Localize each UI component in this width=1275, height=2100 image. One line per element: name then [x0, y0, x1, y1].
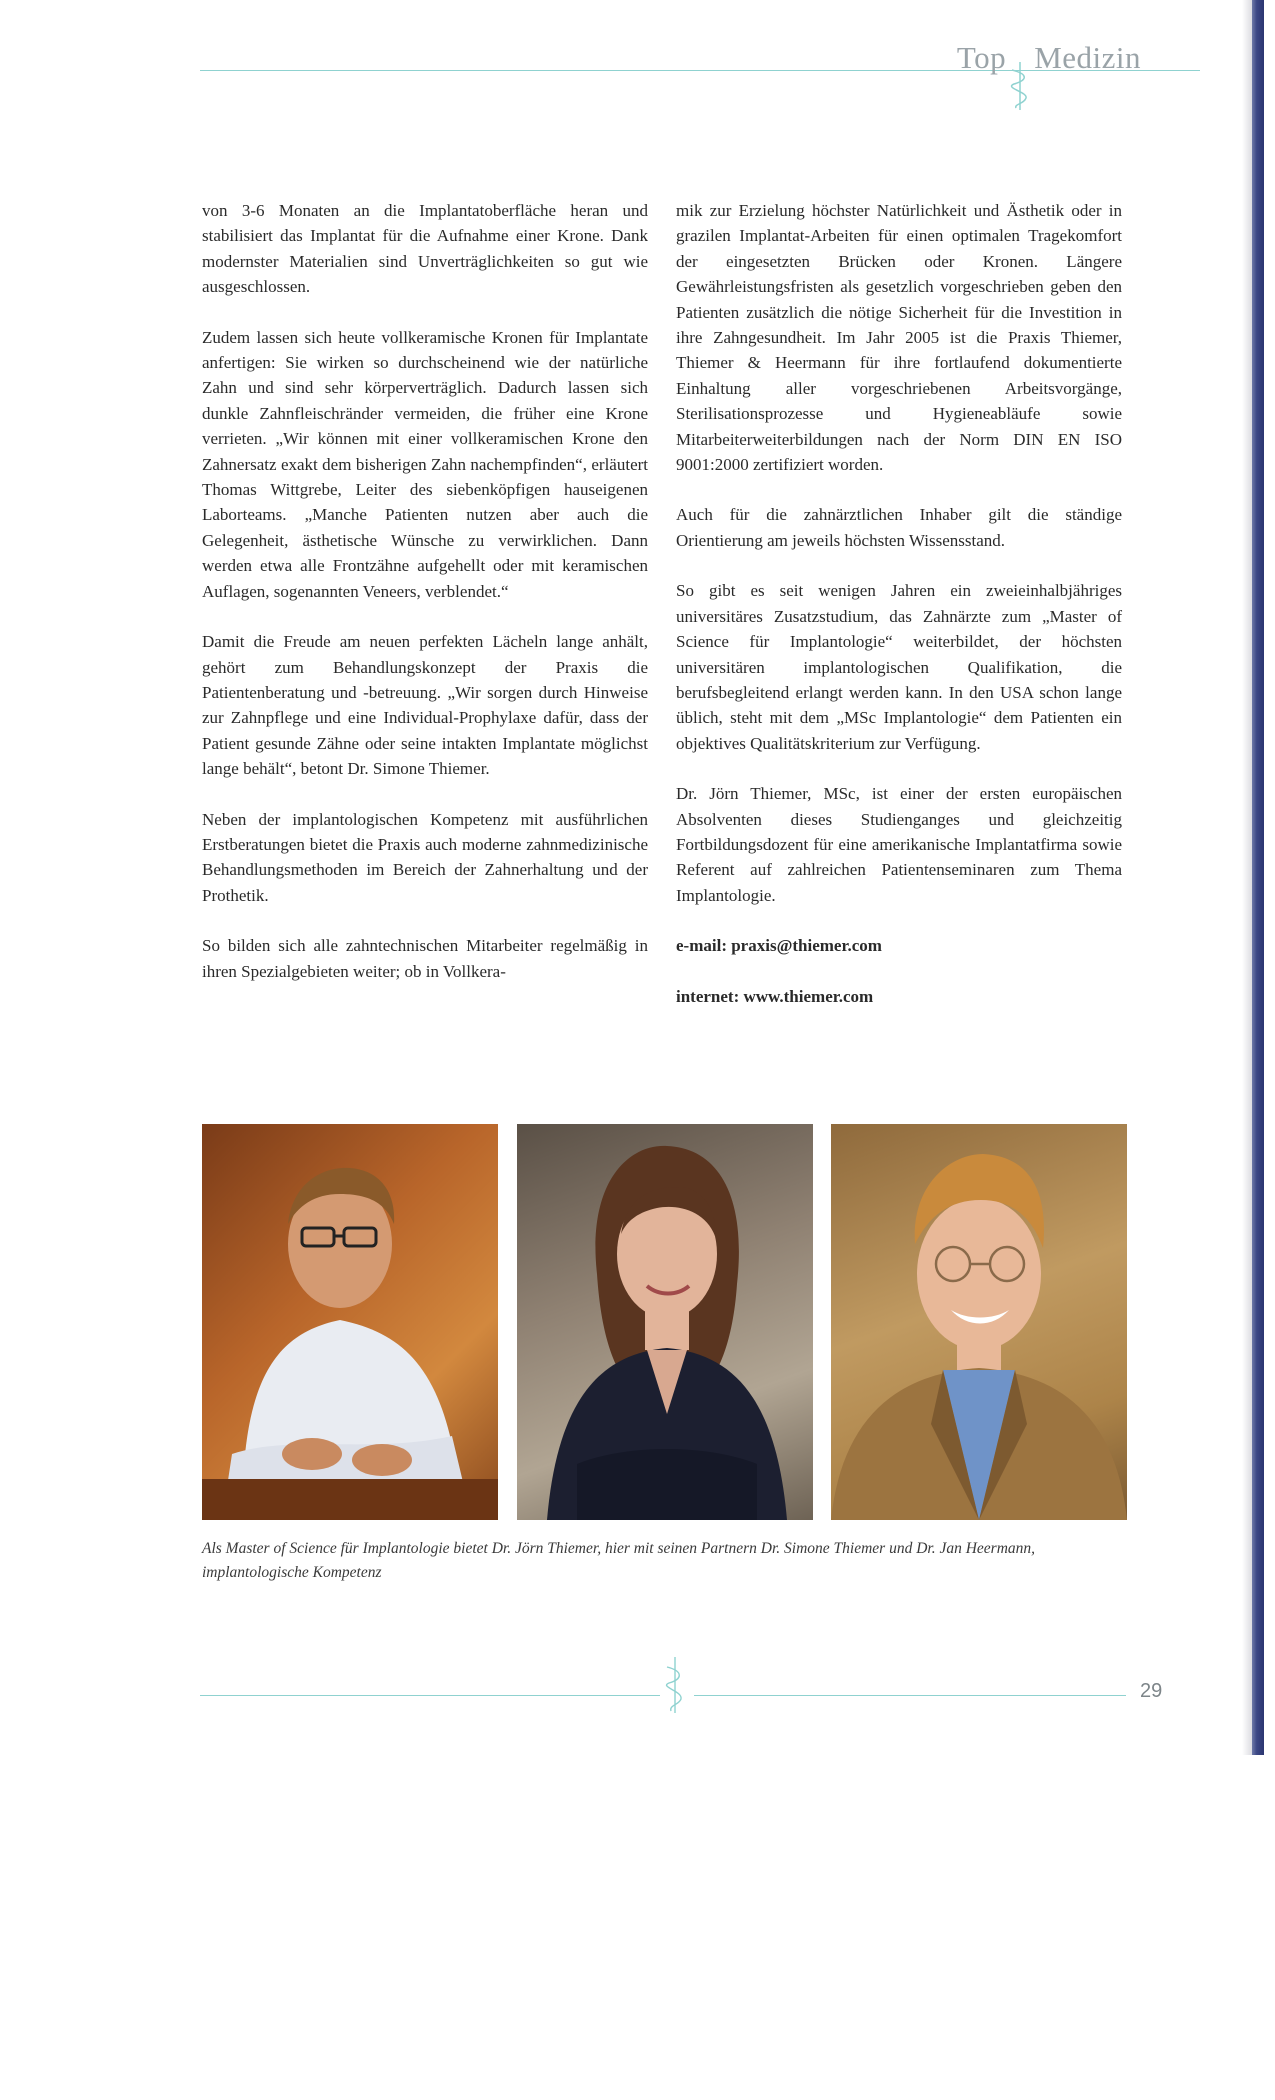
- footer-rule-right: [694, 1695, 1126, 1696]
- contact-internet: internet: www.thiemer.com: [676, 986, 874, 1006]
- photo-caption: Als Master of Science für Implantologie bietet Dr. Jörn Thiemer, hier mit seinen Partnern Dr. Simone Thiemer und Dr. Jan Heermann, implantologische Kompetenz: [202, 1540, 1036, 1581]
- right-paragraph-3: So gibt es seit wenigen Jahren ein zweieinhalbjähriges universitäres Zusatzstudium, das Zahnärzte zum „Master of Science für Implantologie“ weiterbildet, der höchsten universitären implantologischen Qualifikation, die berufsbegleitend erlangt werden kann. In den USA schon lange üblich, steht mit dem „MSc Implantologie“ dem Patienten ein objektives Qualitätskriterium zur Verfügung.: [676, 581, 1122, 753]
- left-column: [202, 198, 648, 1009]
- brand-right: Medizin: [1034, 40, 1141, 75]
- caduceus-icon: [662, 1655, 688, 1715]
- right-column: [676, 198, 1122, 1034]
- page-gutter-shadow: [1242, 0, 1252, 1755]
- right-paragraph-4: Dr. Jörn Thiemer, MSc, ist einer der ersten europäischen Absolventen dieses Studienganges und gleichzeitig Fortbildungsdozent für eine amerikanische Implantatfirma sowie Referent auf zahlreichen Patientenseminaren zum Thema Implantologie.: [676, 784, 1122, 905]
- caduceus-icon: [1006, 60, 1034, 112]
- left-paragraph-4: Neben der implantologischen Kompetenz mit ausführlichen Erstberatungen bietet die Praxis auch moderne zahnmedizinische Behandlungsmethoden im Bereich der Zahnerhaltung und der Prothetik.: [202, 809, 648, 905]
- brand-left: Top: [956, 40, 1007, 75]
- footer-rule-left: [200, 1695, 660, 1696]
- right-paragraph-2: Auch für die zahnärztlichen Inhaber gilt die ständige Orientierung am jeweils höchsten Wissensstand.: [676, 505, 1122, 550]
- portrait-photo-man-glasses: [202, 1124, 498, 1520]
- right-paragraph-1: mik zur Erzielung höchster Natürlichkeit und Ästhetik oder in grazilen Implantat-Arbeiten für einen optimalen Tragekomfort der eingesetzten Brücken oder Kronen. Längere Gewährleistungsfristen als gesetzlich vorgeschrieben geben den Patienten zusätzlich die nötige Sicherheit für die Investition in ihre Zahngesundheit. Im Jahr 2005 ist die Praxis Thiemer, Thiemer & Heermann für ihre fortlaufend dokumentierte Einhaltung aller vorgeschriebenen Arbeitsvorgänge, Sterilisationsprozesse und Hygieneabläufe sowie Mitarbeiterweiterbildungen nach der Norm DIN EN ISO 9001:2000 zertifiziert worden.: [676, 201, 1122, 475]
- portrait-photo-young-man: [831, 1124, 1127, 1520]
- page-number: 29: [1140, 1680, 1163, 1702]
- left-paragraph-2: Zudem lassen sich heute vollkeramische Kronen für Implantate anfertigen: Sie wirken so durchscheinend wie der natürliche Zahn und sind sehr körperverträglich. Dadurch lassen sich dunkle Zahnfleischränder vermeiden, die früher eine Krone verrieten. „Wir können mit einer vollkeramischen Krone den Zahnersatz exakt dem bisherigen Zahn nachempfinden“, erläutert Thomas Wittgrebe, Leiter des siebenköpfigen hauseigenen Laborteams. „Manche Patienten nutzen aber auch die Gelegenheit, ästhetische Wünsche zu verwirklichen. Dann werden etwa alle Frontzähne aufgehellt oder mit keramischen Auflagen, sogenannten Veneers, verblendet.“: [202, 327, 648, 601]
- spine-edge: [1252, 0, 1264, 1755]
- contact-email: e-mail: praxis@thiemer.com: [676, 936, 882, 956]
- magazine-page: [14, 0, 1264, 1755]
- left-paragraph-3: Damit die Freude am neuen perfekten Lächeln lange anhält, gehört zum Behandlungskonzept der Praxis die Patientenberatung und -betreuung. „Wir sorgen durch Hinweise zur Zahnpflege und eine Individual-Prophylaxe dafür, dass der Patient gesunde Zähne oder seine intakten Implantate möglichst lange behält“, betont Dr. Simone Thiemer.: [202, 632, 648, 779]
- left-paragraph-5: So bilden sich alle zahntechnischen Mitarbeiter regelmäßig in ihren Spezialgebieten weiter; ob in Vollkera-: [202, 936, 648, 981]
- portrait-photo-woman: [517, 1124, 813, 1520]
- left-paragraph-1: von 3-6 Monaten an die Implantatoberfläche heran und stabilisiert das Implantat für die Aufnahme einer Krone. Dank modernster Materialien sind Unverträglichkeiten so gut wie ausgeschlossen.: [202, 201, 648, 297]
- brand-logo: [957, 40, 1141, 76]
